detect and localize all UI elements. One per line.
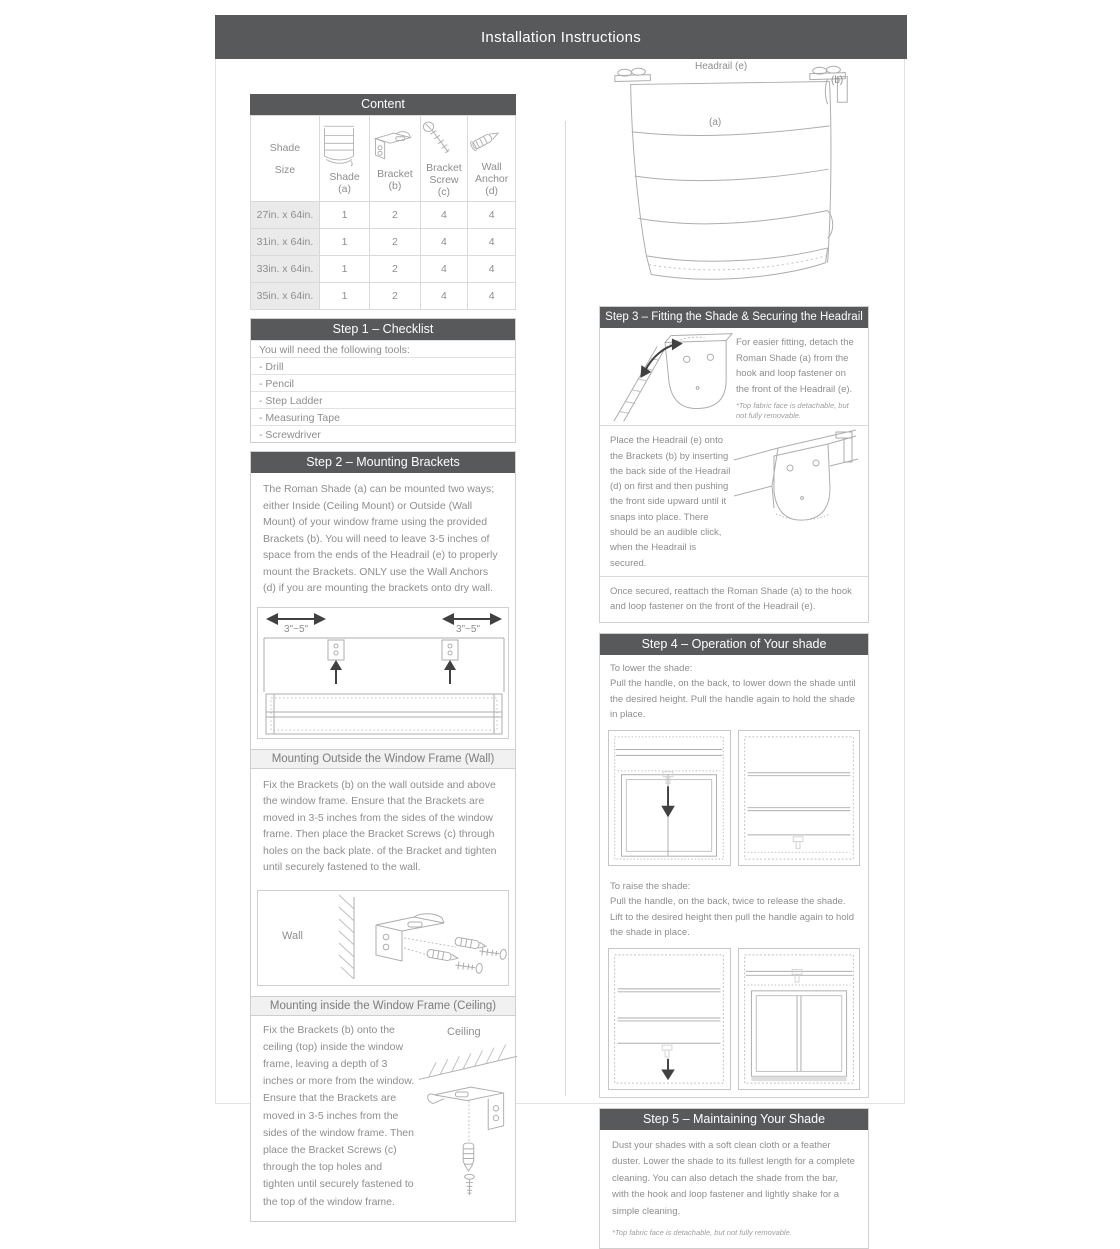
step4-lower-heading: To lower the shade: xyxy=(610,662,693,674)
checklist-item: - Drill xyxy=(251,357,515,374)
step3-detach-text: For easier fitting, detach the Roman Shade (a) from the hook and loop fastener on the front of the Headrail (e). xyxy=(736,337,854,395)
roman-shade-drawing xyxy=(607,61,863,301)
step4-raise-text: Pull the handle, on the back, twice to release the shade. Lift to the desired height then pull the handle again to hold the shade in place. xyxy=(610,896,855,939)
window-shade-lowered xyxy=(738,730,861,866)
step5-title: Step 5 – Maintaining Your Shade xyxy=(600,1109,868,1130)
content-table-section xyxy=(250,94,516,310)
table-row: 35in. x 64in. 1 2 4 4 xyxy=(251,283,516,310)
wall-mount-diagram xyxy=(257,890,509,986)
step3-detach-row xyxy=(600,328,868,426)
step1-title: Step 1 – Checklist xyxy=(251,319,515,340)
step1-intro: You will need the following tools: xyxy=(251,340,515,357)
checklist-item: - Pencil xyxy=(251,374,515,391)
headrail-label: Headrail (e) xyxy=(695,61,748,72)
shade-column-header: Shade (a) xyxy=(319,116,369,202)
left-column xyxy=(250,94,516,1222)
step5-note: *Top fabric face is detachable, but not fully removable. xyxy=(612,1228,792,1238)
step4-lower-text: Pull the handle, on the back, to lower down the shade until the desired height. Pull the handle again to hold the shade in place. xyxy=(610,678,856,721)
step2-intro: The Roman Shade (a) can be mounted two ways; either Inside (Ceiling Mount) or Outside (Wall Mount) of your window frame using the provided Brackets (b). You will need to leave 3-5 inches of space from the ends of the Headrail (e) to properly mount the Brackets. ONLY use the Wall Anchors (d) if you are mounting the brackets onto dry wall. xyxy=(263,483,498,594)
checklist-item: - Measuring Tape xyxy=(251,408,515,425)
step3-detach-note: *Top fabric face is detachable, but not fully removable. xyxy=(736,401,849,421)
shade-size-header: Shade Size xyxy=(251,116,320,202)
headrail-place-diagram xyxy=(732,426,868,576)
step3-place-row xyxy=(600,426,868,577)
step2-title: Step 2 – Mounting Brackets xyxy=(251,452,515,473)
step3-detach-textblock xyxy=(736,328,862,425)
step3-section xyxy=(599,306,869,623)
gap-label-right: 3"~5" xyxy=(455,623,480,635)
column-divider xyxy=(565,121,566,1096)
content-table-title: Content xyxy=(250,94,516,115)
shade-icon xyxy=(320,122,358,168)
ceiling-label: Ceiling xyxy=(447,1025,481,1038)
checklist-item: - Step Ladder xyxy=(251,391,515,408)
wall-anchor-column-header: Wall Anchor (d) xyxy=(468,116,516,202)
checklist-item: - Screwdriver xyxy=(251,425,515,442)
ceiling-mount-text: Fix the Brackets (b) onto the ceiling (top) inside the window frame, leaving a depth of 3 inches or more from the window. Ensure that the Brackets are moved in 3-5 inches from the sides of the window frame. Then place the Bracket Screws (c) through the top holes and tighten until securely fastened to the top of the window frame. xyxy=(263,1023,415,1208)
step5-text: Dust your shades with a soft clean cloth or a feather duster. Lower the shade to its fullest length for a complete cleaning. You can also detach the shade from the bar, with the hook and loop fastener and lightly shake for a simple cleaning. xyxy=(612,1139,855,1217)
ceiling-mount-drawing xyxy=(415,1038,521,1198)
table-row: 33in. x 64in. 1 2 4 4 xyxy=(251,256,516,283)
bracket-screw-column-header: Bracket Screw (c) xyxy=(420,116,468,202)
table-row: 27in. x 64in. 1 2 4 4 xyxy=(251,202,516,229)
content-table xyxy=(250,115,516,310)
step2-section xyxy=(250,451,516,1222)
wall-label: Wall xyxy=(282,929,303,942)
bracket-column-header: Bracket (b) xyxy=(370,116,420,202)
wall-mount-title: Mounting Outside the Window Frame (Wall) xyxy=(251,749,515,769)
step3-title: Step 3 – Fitting the Shade & Securing the Headrail xyxy=(600,307,868,328)
ceiling-mount-title: Mounting inside the Window Frame (Ceiling) xyxy=(251,996,515,1016)
bracket-b-label: (b) xyxy=(831,75,844,86)
bracket-icon xyxy=(370,125,414,165)
step4-title: Step 4 – Operation of Your shade xyxy=(600,634,868,655)
table-row: 31in. x 64in. 1 2 4 4 xyxy=(251,229,516,256)
ceiling-mount-row xyxy=(251,1016,515,1221)
wall-mount-text: Fix the Brackets (b) on the wall outside and above the window frame. Ensure that the Brackets are moved in 3-5 inches from the sides of the window frame. Then place the Bracket Screws (c) through holes on the back plate. of the Bracket and tighten until securely fastened to the wall. xyxy=(263,778,497,873)
step4-raise-diagrams xyxy=(600,946,868,1097)
roman-shade-figure xyxy=(599,61,869,304)
shade-a-label: (a) xyxy=(709,117,722,128)
step3-secure-text: Once secured, reattach the Roman Shade (a) to the hook and loop fastener on the front of the Headrail (e). xyxy=(610,585,852,612)
right-column xyxy=(599,61,869,1249)
step4-lower-textblock xyxy=(600,655,868,728)
window-shade-raised-arrow xyxy=(608,730,731,866)
bracket-screw-icon xyxy=(421,119,453,159)
window-shade-lowered-arrow xyxy=(608,948,731,1090)
step3-place-text: Place the Headrail (e) onto the Brackets (b) by inserting the back side of the Headrail (d) on first and then pushing the front side upward until it snaps into place. There should be an audible click, when the Headrail is secured. xyxy=(610,435,731,569)
wall-anchor-icon xyxy=(468,120,504,158)
gap-label-left: 3"~5" xyxy=(284,623,309,635)
window-shade-raised xyxy=(738,948,861,1090)
bracket-spacing-diagram xyxy=(257,607,509,739)
step5-section xyxy=(599,1108,869,1249)
step4-raise-heading: To raise the shade: xyxy=(610,880,691,892)
instruction-sheet xyxy=(215,15,905,1238)
step1-section xyxy=(250,318,516,443)
ceiling-mount-diagram xyxy=(415,1022,507,1198)
step4-lower-diagrams xyxy=(600,728,868,873)
content-table-header-row xyxy=(251,116,516,202)
step4-section xyxy=(599,633,869,1098)
step4-raise-textblock xyxy=(600,873,868,946)
headrail-detach-diagram xyxy=(600,328,736,425)
page-title: Installation Instructions xyxy=(215,15,907,59)
